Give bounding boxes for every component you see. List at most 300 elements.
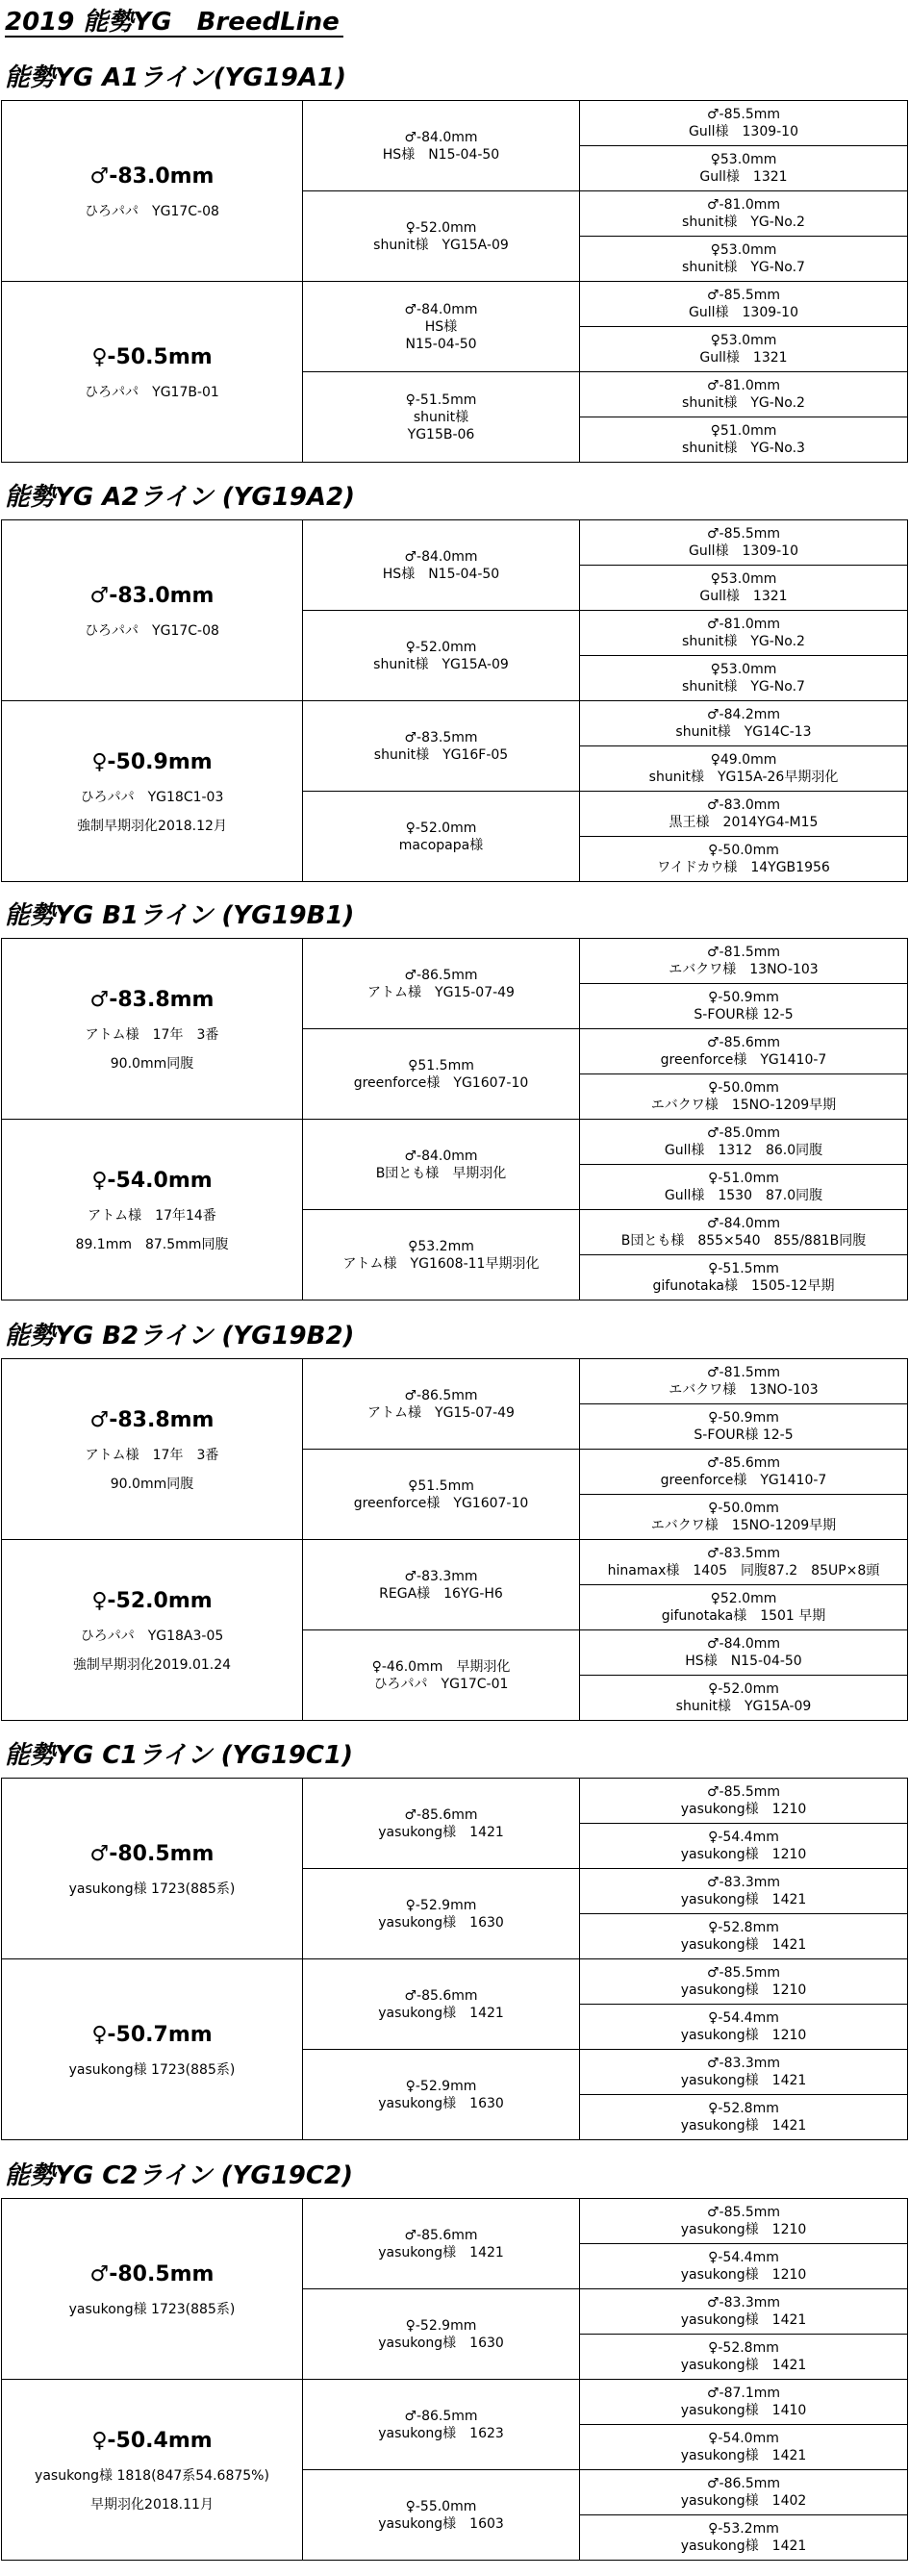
- greatgrandparent-line: ♀-53.2mm: [708, 2521, 779, 2537]
- greatgrandparent-cell: [580, 1914, 908, 1959]
- greatgrandparent-cell: [580, 611, 908, 656]
- parent-info: ひろパパ YG18A3-05: [80, 1628, 224, 1644]
- greatgrandparent-line: ♀52.0mm: [710, 1591, 777, 1606]
- grandparent-line: yasukong様 1623: [378, 2425, 504, 2441]
- greatgrandparent-line: ♀-54.4mm: [708, 2250, 779, 2265]
- spacer: [2, 1464, 302, 1476]
- grandparent-line: shunit様 YG15A-09: [373, 656, 509, 672]
- greatgrandparent-cell: [580, 939, 908, 984]
- greatgrandparent-cell: [580, 1074, 908, 1120]
- greatgrandparent-line: ♀-50.9mm: [708, 1410, 779, 1426]
- grandparent-line: B団とも様 早期羽化: [375, 1165, 507, 1181]
- grandparent-line: greenforce様 YG1607-10: [353, 1074, 529, 1091]
- greatgrandparent-line: エバクワ様 13NO-103: [669, 1382, 819, 1398]
- parent-size: ♀-50.4mm: [91, 2428, 213, 2453]
- greatgrandparent-cell: [580, 1676, 908, 1721]
- grandparent-line: ♂-85.6mm: [404, 1987, 478, 2004]
- table-row: [2, 282, 908, 327]
- greatgrandparent-line: yasukong様 1421: [680, 2538, 807, 2554]
- grandparent-line: ♀-51.5mm: [405, 391, 477, 408]
- parent-cell: [2, 1779, 303, 1959]
- greatgrandparent-line: ♀-51.0mm: [708, 1171, 779, 1186]
- table-row: [2, 1120, 908, 1165]
- greatgrandparent-line: Gull様 1321: [699, 350, 788, 366]
- greatgrandparent-line: Gull様 1321: [699, 589, 788, 604]
- table-row: [2, 1959, 908, 2005]
- spacer: [2, 1015, 302, 1026]
- greatgrandparent-line: ♀-54.0mm: [708, 2431, 779, 2446]
- greatgrandparent-line: yasukong様 1421: [680, 2073, 807, 2088]
- grandparent-line: ♂-84.0mm: [404, 301, 478, 317]
- grandparent-line: ♂-84.0mm: [404, 548, 478, 565]
- grandparent-line: ♂-86.5mm: [404, 1387, 478, 1403]
- section-title: 能勢YG C1ライン (YG19C1): [5, 1741, 353, 1770]
- greatgrandparent-cell: [580, 2335, 908, 2380]
- grandparent-line: ♀-55.0mm: [405, 2498, 477, 2514]
- greatgrandparent-line: Gull様 1309-10: [689, 305, 798, 320]
- parent-size: ♀-50.5mm: [91, 344, 213, 369]
- greatgrandparent-cell: [580, 327, 908, 372]
- greatgrandparent-line: shunit様 YG-No.2: [682, 634, 805, 649]
- breedline-table: [1, 2198, 908, 2561]
- greatgrandparent-line: greenforce様 YG1410-7: [660, 1473, 827, 1488]
- parent-size: ♂-80.5mm: [89, 2261, 215, 2286]
- parent-info: yasukong様 1723(885系): [68, 2061, 236, 2078]
- greatgrandparent-cell: [580, 2515, 908, 2561]
- greatgrandparent-cell: [580, 1495, 908, 1540]
- grandparent-line: shunit様 YG16F-05: [373, 746, 509, 763]
- parent-info: ひろパパ YG17C-08: [85, 622, 219, 639]
- grandparent-cell: [303, 2289, 580, 2380]
- parent-info: 89.1mm 87.5mm同腹: [75, 1236, 229, 1252]
- greatgrandparent-line: HS様 N15-04-50: [685, 1654, 802, 1669]
- grandparent-cell: [303, 1779, 580, 1869]
- table-row: [2, 2199, 908, 2244]
- greatgrandparent-cell: [580, 2005, 908, 2050]
- greatgrandparent-line: ♂-85.5mm: [706, 288, 781, 303]
- parent-info: 強制早期羽化2019.01.24: [72, 1656, 232, 1673]
- grandparent-line: ♀-46.0mm 早期羽化: [371, 1658, 511, 1675]
- spacer: [2, 806, 302, 818]
- greatgrandparent-cell: [580, 2050, 908, 2095]
- greatgrandparent-cell: [580, 1120, 908, 1165]
- greatgrandparent-line: ♀53.0mm: [710, 242, 777, 258]
- grandparent-line: HS様 N15-04-50: [382, 566, 500, 582]
- greatgrandparent-line: ♀-52.0mm: [708, 1681, 779, 1697]
- table-row: [2, 520, 908, 566]
- greatgrandparent-cell: [580, 1029, 908, 1074]
- greatgrandparent-line: greenforce様 YG1410-7: [660, 1052, 827, 1068]
- greatgrandparent-line: ♂-81.0mm: [706, 197, 781, 213]
- greatgrandparent-cell: [580, 984, 908, 1029]
- parent-cell: [2, 2380, 303, 2561]
- spacer: [2, 1196, 302, 1207]
- grandparent-cell: [303, 1450, 580, 1540]
- grandparent-line: ♂-85.6mm: [404, 2227, 478, 2243]
- parent-size: ♀-52.0mm: [91, 1588, 213, 1613]
- greatgrandparent-line: yasukong様 1210: [680, 2028, 807, 2043]
- greatgrandparent-line: ワイドカウ様 14YGB1956: [657, 860, 830, 875]
- grandparent-cell: [303, 792, 580, 882]
- greatgrandparent-line: ♂-84.0mm: [706, 1216, 781, 1231]
- greatgrandparent-cell: [580, 1824, 908, 1869]
- table-row: [2, 2380, 908, 2425]
- greatgrandparent-line: ♂-81.5mm: [706, 945, 781, 960]
- greatgrandparent-line: ♀53.0mm: [710, 152, 777, 167]
- greatgrandparent-line: yasukong様 1410: [680, 2403, 807, 2418]
- greatgrandparent-cell: [580, 146, 908, 191]
- greatgrandparent-cell: [580, 1779, 908, 1824]
- grandparent-cell: [303, 611, 580, 701]
- grandparent-line: ♀-52.9mm: [405, 2078, 477, 2094]
- breedline-table: [1, 1358, 908, 1721]
- parent-size: ♂-83.0mm: [89, 164, 215, 189]
- grandparent-line: ♀-52.0mm: [405, 219, 477, 236]
- greatgrandparent-line: shunit様 YG-No.2: [682, 215, 805, 230]
- table-row: [2, 1779, 908, 1824]
- parent-size: ♀-54.0mm: [91, 1168, 213, 1193]
- greatgrandparent-line: ♂-81.5mm: [706, 1365, 781, 1380]
- grandparent-cell: [303, 2380, 580, 2470]
- grandparent-line: ♂-84.0mm: [404, 1148, 478, 1164]
- parent-cell: [2, 701, 303, 882]
- greatgrandparent-line: ♀51.0mm: [710, 423, 777, 439]
- greatgrandparent-line: yasukong様 1210: [680, 1847, 807, 1862]
- greatgrandparent-line: ♀-50.9mm: [708, 990, 779, 1005]
- greatgrandparent-cell: [580, 1630, 908, 1676]
- greatgrandparent-line: ♂-85.6mm: [706, 1035, 781, 1050]
- spacer: [2, 372, 302, 384]
- greatgrandparent-cell: [580, 837, 908, 882]
- greatgrandparent-line: shunit様 YG-No.7: [682, 260, 805, 275]
- table-row: [2, 1359, 908, 1404]
- greatgrandparent-line: ♂-85.0mm: [706, 1125, 781, 1141]
- parent-size: ♀-50.7mm: [91, 2022, 213, 2047]
- greatgrandparent-cell: [580, 1959, 908, 2005]
- grandparent-line: shunit様: [413, 409, 469, 425]
- greatgrandparent-line: ♀-50.0mm: [708, 1080, 779, 1096]
- grandparent-line: yasukong様 1630: [378, 2335, 504, 2351]
- greatgrandparent-line: shunit様 YG15A-09: [675, 1699, 812, 1714]
- parent-info: 90.0mm同腹: [110, 1476, 194, 1492]
- greatgrandparent-line: yasukong様 1210: [680, 1802, 807, 1817]
- greatgrandparent-line: shunit様 YG-No.2: [682, 395, 805, 411]
- greatgrandparent-line: 黒王様 2014YG4-M15: [669, 815, 819, 830]
- greatgrandparent-line: ♀53.0mm: [710, 662, 777, 677]
- greatgrandparent-cell: [580, 566, 908, 611]
- greatgrandparent-line: yasukong様 1421: [680, 2358, 807, 2373]
- grandparent-cell: [303, 2050, 580, 2140]
- grandparent-cell: [303, 101, 580, 191]
- section-title: 能勢YG B1ライン (YG19B1): [5, 901, 355, 930]
- spacer: [2, 1869, 302, 1881]
- parent-cell: [2, 1959, 303, 2140]
- grandparent-line: N15-04-50: [405, 336, 477, 352]
- grandparent-cell: [303, 2199, 580, 2289]
- grandparent-cell: [303, 282, 580, 372]
- greatgrandparent-cell: [580, 1255, 908, 1301]
- greatgrandparent-cell: [580, 2244, 908, 2289]
- spacer: [2, 1435, 302, 1447]
- greatgrandparent-line: yasukong様 1402: [680, 2493, 807, 2509]
- greatgrandparent-line: shunit様 YG-No.7: [682, 679, 805, 695]
- greatgrandparent-line: ♂-87.1mm: [706, 2386, 781, 2401]
- grandparent-cell: [303, 191, 580, 282]
- parent-info: ひろパパ YG17C-08: [85, 203, 219, 219]
- greatgrandparent-cell: [580, 2199, 908, 2244]
- greatgrandparent-line: B団とも様 855×540 855/881B同腹: [620, 1233, 867, 1249]
- parent-cell: [2, 282, 303, 463]
- greatgrandparent-line: ♀-51.5mm: [708, 1261, 779, 1276]
- greatgrandparent-cell: [580, 746, 908, 792]
- greatgrandparent-line: ♂-85.6mm: [706, 1455, 781, 1471]
- spacer: [2, 1645, 302, 1656]
- greatgrandparent-line: Gull様 1321: [699, 169, 788, 185]
- greatgrandparent-cell: [580, 792, 908, 837]
- greatgrandparent-line: yasukong様 1421: [680, 2118, 807, 2134]
- greatgrandparent-cell: [580, 237, 908, 282]
- greatgrandparent-line: ♂-81.0mm: [706, 617, 781, 632]
- greatgrandparent-line: ♂-81.0mm: [706, 378, 781, 393]
- grandparent-line: REGA様 16YG-H6: [379, 1585, 503, 1602]
- greatgrandparent-line: ♂-83.3mm: [706, 2295, 781, 2311]
- greatgrandparent-cell: [580, 2380, 908, 2425]
- greatgrandparent-cell: [580, 2425, 908, 2470]
- parent-size: ♀-50.9mm: [91, 749, 213, 774]
- spacer: [2, 2456, 302, 2467]
- greatgrandparent-line: yasukong様 1421: [680, 2448, 807, 2463]
- greatgrandparent-cell: [580, 1869, 908, 1914]
- greatgrandparent-cell: [580, 101, 908, 146]
- table-row: [2, 939, 908, 984]
- greatgrandparent-line: shunit様 YG-No.3: [682, 441, 805, 456]
- grandparent-cell: [303, 1120, 580, 1210]
- greatgrandparent-cell: [580, 1165, 908, 1210]
- grandparent-line: yasukong様 1630: [378, 2095, 504, 2111]
- section-title: 能勢YG B2ライン (YG19B2): [5, 1322, 355, 1351]
- greatgrandparent-cell: [580, 701, 908, 746]
- greatgrandparent-line: ♂-84.2mm: [706, 707, 781, 722]
- grandparent-cell: [303, 1869, 580, 1959]
- greatgrandparent-line: ♀-54.4mm: [708, 1830, 779, 1845]
- greatgrandparent-cell: [580, 2470, 908, 2515]
- table-row: [2, 101, 908, 146]
- greatgrandparent-cell: [580, 520, 908, 566]
- greatgrandparent-line: ♀53.0mm: [710, 333, 777, 348]
- greatgrandparent-line: ♀-50.0mm: [708, 843, 779, 858]
- parent-cell: [2, 2199, 303, 2380]
- grandparent-line: ♂-83.3mm: [404, 1568, 478, 1584]
- grandparent-line: ひろパパ YG17C-01: [373, 1676, 509, 1692]
- spacer: [2, 1044, 302, 1055]
- greatgrandparent-line: ♀-54.4mm: [708, 2010, 779, 2026]
- greatgrandparent-line: Gull様 1309-10: [689, 124, 798, 139]
- greatgrandparent-line: shunit様 YG15A-26早期羽化: [648, 770, 839, 785]
- breedline-table: [1, 1778, 908, 2140]
- breedline-table: [1, 938, 908, 1301]
- grandparent-line: YG15B-06: [407, 426, 475, 442]
- parent-info: ひろパパ YG17B-01: [85, 384, 219, 400]
- greatgrandparent-line: hinamax様 1405 同腹87.2 85UP×8頭: [607, 1563, 880, 1578]
- parent-info: yasukong様 1723(885系): [68, 1881, 236, 1897]
- grandparent-line: ♀-52.0mm: [405, 820, 477, 836]
- greatgrandparent-line: ♂-83.3mm: [706, 2056, 781, 2071]
- parent-info: 強制早期羽化2018.12月: [77, 818, 227, 834]
- grandparent-line: HS様: [424, 318, 458, 335]
- grandparent-cell: [303, 1540, 580, 1630]
- greatgrandparent-line: S-FOUR様 12-5: [694, 1427, 794, 1443]
- spacer: [2, 191, 302, 203]
- greatgrandparent-line: yasukong様 1421: [680, 1937, 807, 1953]
- greatgrandparent-line: yasukong様 1210: [680, 2267, 807, 2283]
- greatgrandparent-line: ♂-83.3mm: [706, 1875, 781, 1890]
- greatgrandparent-line: エバクワ様 15NO-1209早期: [650, 1098, 837, 1113]
- greatgrandparent-line: shunit様 YG14C-13: [675, 724, 812, 740]
- parent-size: ♂-80.5mm: [89, 1841, 215, 1866]
- greatgrandparent-line: ♀-52.8mm: [708, 2101, 779, 2116]
- parent-size: ♂-83.0mm: [89, 583, 215, 608]
- greatgrandparent-line: gifunotaka様 1501 早期: [661, 1608, 826, 1624]
- parent-size: ♂-83.8mm: [89, 987, 215, 1012]
- parent-info: アトム様 17年 3番: [85, 1026, 219, 1043]
- grandparent-line: アトム様 YG15-07-49: [367, 984, 515, 1000]
- grandparent-line: ♂-84.0mm: [404, 129, 478, 145]
- parent-info: ひろパパ YG18C1-03: [80, 789, 224, 805]
- section-title: 能勢YG C2ライン (YG19C2): [5, 2161, 353, 2190]
- grandparent-line: アトム様 YG15-07-49: [367, 1404, 515, 1421]
- parent-info: yasukong様 1723(885系): [68, 2301, 236, 2317]
- parent-size: ♂-83.8mm: [89, 1407, 215, 1432]
- section-title: 能勢YG A2ライン (YG19A2): [5, 483, 356, 512]
- grandparent-line: yasukong様 1630: [378, 1914, 504, 1931]
- greatgrandparent-cell: [580, 372, 908, 417]
- greatgrandparent-cell: [580, 1585, 908, 1630]
- grandparent-line: yasukong様 1421: [378, 1824, 504, 1840]
- grandparent-line: HS様 N15-04-50: [382, 146, 500, 163]
- grandparent-cell: [303, 1630, 580, 1721]
- greatgrandparent-line: エバクワ様 13NO-103: [669, 962, 819, 977]
- grandparent-cell: [303, 1029, 580, 1120]
- grandparent-line: yasukong様 1421: [378, 2244, 504, 2260]
- grandparent-cell: [303, 1210, 580, 1301]
- grandparent-line: ♀-52.0mm: [405, 639, 477, 655]
- greatgrandparent-cell: [580, 1450, 908, 1495]
- greatgrandparent-line: yasukong様 1421: [680, 2312, 807, 2328]
- grandparent-line: ♀51.5mm: [408, 1057, 474, 1073]
- parent-cell: [2, 939, 303, 1120]
- spacer: [2, 2050, 302, 2061]
- section-title: 能勢YG A1ライン(YG19A1): [5, 63, 346, 92]
- greatgrandparent-line: エバクワ様 15NO-1209早期: [650, 1518, 837, 1533]
- greatgrandparent-cell: [580, 2289, 908, 2335]
- greatgrandparent-line: ♂-85.5mm: [706, 1784, 781, 1800]
- greatgrandparent-line: ♂-85.5mm: [706, 2205, 781, 2220]
- greatgrandparent-line: gifunotaka様 1505-12早期: [652, 1278, 835, 1294]
- greatgrandparent-line: ♂-83.5mm: [706, 1546, 781, 1561]
- table-row: [2, 1540, 908, 1585]
- grandparent-line: macopapa様: [398, 837, 484, 853]
- grandparent-line: ♀51.5mm: [408, 1477, 474, 1494]
- greatgrandparent-cell: [580, 1359, 908, 1404]
- greatgrandparent-line: Gull様 1530 87.0同腹: [664, 1188, 823, 1203]
- grandparent-line: ♀-52.9mm: [405, 1897, 477, 1913]
- grandparent-line: ♂-83.5mm: [404, 729, 478, 745]
- spacer: [2, 2485, 302, 2496]
- greatgrandparent-line: Gull様 1309-10: [689, 543, 798, 559]
- greatgrandparent-line: yasukong様 1421: [680, 1892, 807, 1907]
- grandparent-line: ♂-86.5mm: [404, 967, 478, 983]
- page-title: 2019 能勢YG BreedLine: [5, 8, 340, 37]
- greatgrandparent-line: ♂-85.5mm: [706, 1965, 781, 1981]
- parent-info: 早期羽化2018.11月: [90, 2496, 214, 2513]
- greatgrandparent-line: ♀-50.0mm: [708, 1501, 779, 1516]
- parent-cell: [2, 1120, 303, 1301]
- grandparent-cell: [303, 701, 580, 792]
- parent-info: アトム様 17年 3番: [85, 1447, 219, 1463]
- table-row: [2, 701, 908, 746]
- grandparent-line: yasukong様 1421: [378, 2005, 504, 2021]
- greatgrandparent-line: ♀-52.8mm: [708, 1920, 779, 1935]
- grandparent-line: ♂-86.5mm: [404, 2408, 478, 2424]
- greatgrandparent-cell: [580, 191, 908, 237]
- parent-info: 90.0mm同腹: [110, 1055, 194, 1072]
- grandparent-cell: [303, 520, 580, 611]
- greatgrandparent-cell: [580, 2095, 908, 2140]
- grandparent-cell: [303, 2470, 580, 2561]
- greatgrandparent-line: yasukong様 1210: [680, 2222, 807, 2237]
- spacer: [2, 611, 302, 622]
- grandparent-line: ♀-52.9mm: [405, 2317, 477, 2334]
- greatgrandparent-line: Gull様 1312 86.0同腹: [664, 1143, 823, 1158]
- greatgrandparent-cell: [580, 282, 908, 327]
- greatgrandparent-cell: [580, 656, 908, 701]
- greatgrandparent-line: S-FOUR様 12-5: [694, 1007, 794, 1023]
- spacer: [2, 2289, 302, 2301]
- grandparent-line: アトム様 YG1608-11早期羽化: [342, 1255, 540, 1272]
- spacer: [2, 1616, 302, 1628]
- greatgrandparent-cell: [580, 1210, 908, 1255]
- greatgrandparent-line: ♀49.0mm: [710, 752, 777, 768]
- parent-cell: [2, 101, 303, 282]
- grandparent-line: ♀53.2mm: [408, 1238, 474, 1254]
- greatgrandparent-line: ♀53.0mm: [710, 571, 777, 587]
- grandparent-line: yasukong様 1603: [378, 2515, 504, 2532]
- greatgrandparent-line: ♂-84.0mm: [706, 1636, 781, 1652]
- grandparent-cell: [303, 372, 580, 463]
- greatgrandparent-line: yasukong様 1210: [680, 1983, 807, 1998]
- parent-cell: [2, 520, 303, 701]
- greatgrandparent-cell: [580, 1540, 908, 1585]
- greatgrandparent-line: ♂-83.0mm: [706, 797, 781, 813]
- parent-info: アトム様 17年14番: [88, 1207, 216, 1224]
- breedline-table: [1, 100, 908, 463]
- greatgrandparent-line: ♂-86.5mm: [706, 2476, 781, 2491]
- grandparent-cell: [303, 1959, 580, 2050]
- grandparent-line: shunit様 YG15A-09: [373, 237, 509, 253]
- greatgrandparent-cell: [580, 1404, 908, 1450]
- grandparent-cell: [303, 939, 580, 1029]
- greatgrandparent-line: ♂-85.5mm: [706, 526, 781, 542]
- greatgrandparent-line: ♂-85.5mm: [706, 107, 781, 122]
- spacer: [2, 1225, 302, 1236]
- greatgrandparent-line: ♀-52.8mm: [708, 2340, 779, 2356]
- spacer: [2, 777, 302, 789]
- grandparent-cell: [303, 1359, 580, 1450]
- grandparent-line: greenforce様 YG1607-10: [353, 1495, 529, 1511]
- breedline-table: [1, 519, 908, 882]
- greatgrandparent-cell: [580, 417, 908, 463]
- parent-cell: [2, 1359, 303, 1540]
